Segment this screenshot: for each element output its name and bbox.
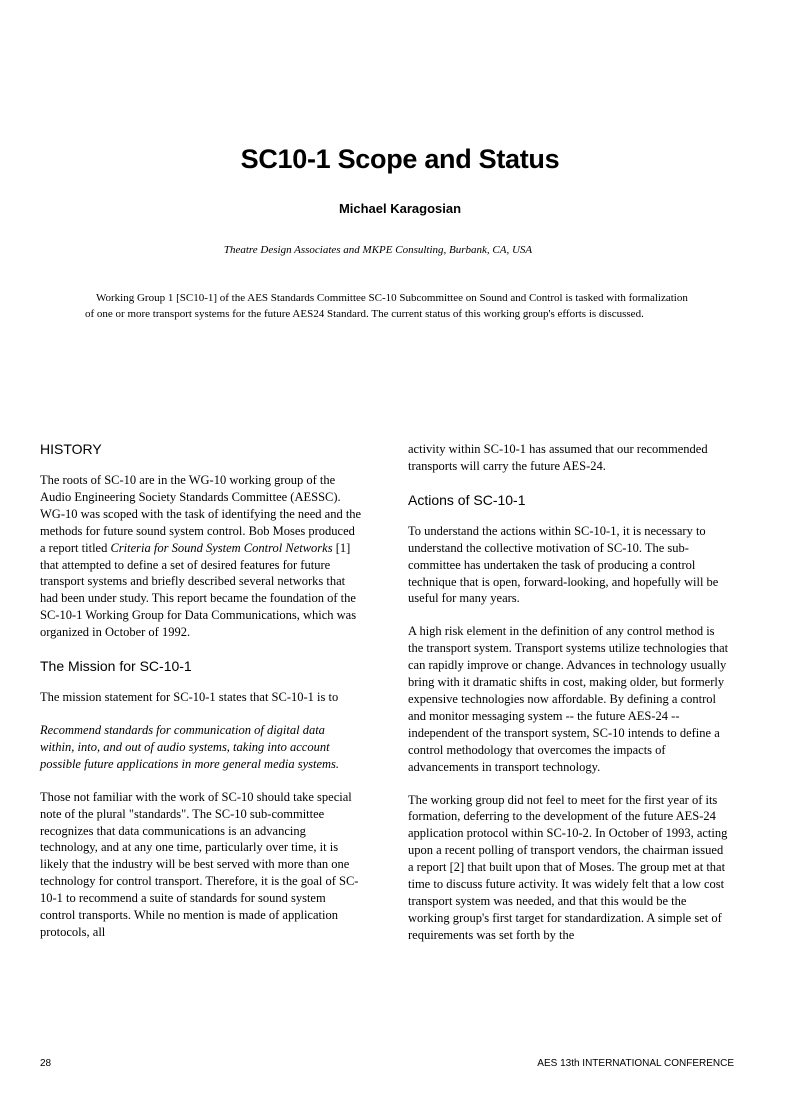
- conference-name: AES 13th INTERNATIONAL CONFERENCE: [537, 1058, 734, 1069]
- standards-paragraph: Those not familiar with the work of SC-10 should take special note of the plural "standards". The SC-10 sub-committee recognizes that data communications is an advancing technology, and at any one time, particularly over time, it is likely that the industry will be best served with more than one technology for control transport. Therefore, it is the goal of SC-10-1 to recommend a suite of standards for sound system control transports. While no mention is made of application protocols, all: [40, 789, 359, 939]
- continued-paragraph: activity within SC-10-1 has assumed that our recommended transports will carry the future AES-24.: [408, 442, 708, 473]
- paper-title: SC10-1 Scope and Status: [240, 144, 560, 174]
- author-name: Michael Karagosian: [338, 201, 462, 216]
- cited-report-title: Criteria for Sound System Control Networks: [110, 540, 333, 555]
- abstract: Working Group 1 [SC10-1] of the AES Standards Committee SC-10 Subcommittee on Sound and Control is tasked with formalization of one or more transport systems for the future AES24 Standard. The current status of this working group's efforts is discussed.: [85, 292, 688, 320]
- history-paragraph: [40, 472, 362, 641]
- history-text-start: The roots of SC-10 are in the WG-10 working group of the Audio Engineering Society Standards Committee (AESSC). WG-10 was scoped with the task of identifying the need and the methods for future sound system control. Bob Moses produced a report titled: [40, 473, 362, 555]
- left-column: [40, 440, 362, 957]
- actions-paragraph-2: A high risk element in the definition of any control method is the transport system. Transport systems utilize technologies that can rapidly improve or change. Advances in technology usually bring with it dramatic shifts in cost, making older, but formerly expensive technologies now affordable. By defining a control and monitor messaging system -- the future AES-24 -- independent of the transport system, SC-10 intends to define a control methodology that overcomes the impacts of advancements in transport technology.: [408, 624, 729, 774]
- section-heading-actions: Actions of SC-10-1: [408, 491, 526, 508]
- section-heading-history: HISTORY: [40, 441, 102, 457]
- mission-statement-quote: Recommend standards for communication of digital data within, into, and out of audio systems, taking into account possible future applications in more general media systems.: [40, 722, 340, 771]
- actions-paragraph-1: To understand the actions within SC-10-1, it is necessary to understand the collective motivation of SC-10. The sub-committee has undertaken the task of producing a control technique that is open, forward-looking, and hopefully will be useful for many years.: [408, 523, 719, 606]
- right-column: [408, 441, 730, 960]
- mission-paragraph: The mission statement for SC-10-1 states that SC-10-1 is to: [40, 690, 339, 705]
- actions-paragraph-3: The working group did not feel to meet for the first year of its formation, deferring to the development of the future AES-24 application protocol within SC-10-2. In October of 1993, acting upon a recent polling of transport vendors, the chairman issued a report [2] that built upon that of Moses. The group met at that time to discuss future activity. It was widely felt that a low cost transport system was needed, and that this would be the working group's first target for standardization. A simple set of requirements was set forth by the: [408, 792, 728, 942]
- author-affiliation: Theatre Design Associates and MKPE Consulting, Burbank, CA, USA: [223, 244, 533, 256]
- section-heading-mission: The Mission for SC-10-1: [40, 658, 192, 675]
- page-number: 28: [40, 1058, 52, 1069]
- history-text-end: [1] that attempted to define a set of desired features for future transport systems and briefly described several networks that had been under study. This report became the foundation of the SC-10-1 Working Group for Data Communications, which was organized in October of 1992.: [40, 540, 357, 640]
